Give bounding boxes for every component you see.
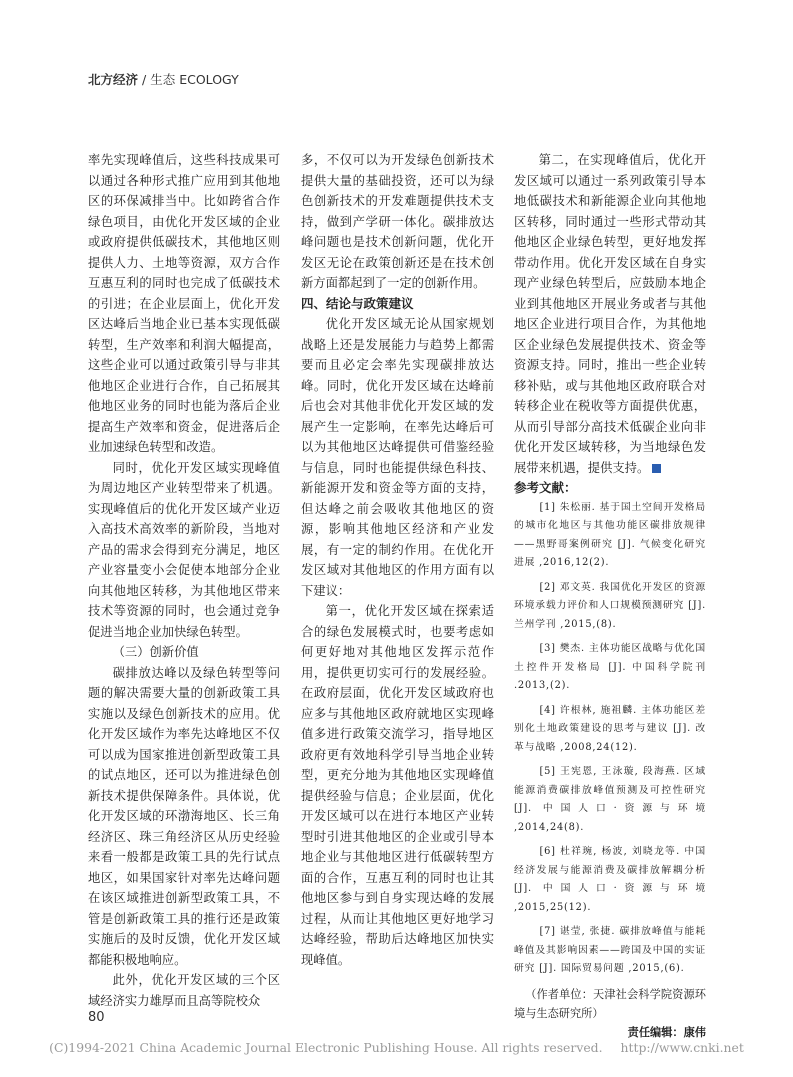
reference-item: [4] 许根林, 施祖麟. 主体功能区差别化土地政策建设的思考与建议 [J]. 改革与战略 ,2008,24(12). bbox=[514, 704, 706, 753]
reference-item: [5] 王宪恩, 王泳璇, 段海燕. 区域能源消费碳排放峰值预测及可控性研究 [J]. 中国人口·资源与环境 ,2014,24(8). bbox=[514, 766, 706, 833]
reference-item: [2] 邓文英. 我国优化开发区的资源环境承载力评价和人口规模预测研究 [J]. 兰州学刊 ,2015,(8). bbox=[514, 581, 706, 630]
column-1 bbox=[88, 150, 280, 1011]
section-heading: 四、结论与政策建议 bbox=[301, 295, 414, 311]
paragraph: 多，不仅可以为开发绿色创新技术提供大量的基础投资，还可以为绿色创新技术的开发难题提供技术支持，做到产学研一体化。碳排放达峰问题也是技术创新问题，优化开发区无论在政策创新还是在技术创新方面都起到了一定的创新作用。 bbox=[301, 153, 494, 290]
reference-item: [7] 谌莹, 张捷. 碳排放峰值与能耗峰值及其影响因素——跨国及中国的实证研究 [J]. 国际贸易问题 ,2015,(6). bbox=[514, 926, 706, 974]
author-affiliation: （作者单位：天津社会科学院资源环境与生态研究所） bbox=[514, 987, 706, 1020]
running-header bbox=[88, 70, 239, 88]
paragraph: 第一，优化开发区域在探索适合的绿色发展模式时，也要考虑如何更好地对其他地区发挥示范作用，提供更切实可行的发展经验。在政府层面，优化开发区域政府也应多与其他地区政府就地区实现峰值多进行政策交流学习，指导地区政府更有效地科学引导当地企业转型，更充分地为其他地区实现峰值提供经验与信息；企业层面，优化开发区域可以在进行本地区产业转型时引进其他地区的企业或引导本地企业与其他地区进行低碳转型方面的合作，互惠互利的同时也让其他地区参与到自身实现达峰的发展过程，从而让其他地区更好地学习达峰经验，帮助后达峰地区加快实现峰值。 bbox=[301, 604, 494, 967]
copyright-text: (C)1994-2021 China Academic Journal Electronic Publishing House. All rights reserved. bbox=[49, 1040, 603, 1055]
paragraph-text: 第二，在实现峰值后，优化开发区域可以通过一系列政策引导本地低碳技术和新能源企业向其他地区转移，同时通过一些形式带动其他地区企业绿色转型，更好地发挥带动作用。优化开发区域在自身实现产业绿色转型后，应鼓励本地企业到其他地区开展业务或者与其他地区企业进行项目合作，为其他地区企业绿色发展提供技术、资金等资源支持。同时，推出一些企业转移补贴，或与其他地区政府联合对转移企业在税收等方面提供优惠，从而引导部分高技术低碳企业向非优化开发区域转移，为当地绿色发展带来机遇，提供支持。 bbox=[514, 153, 706, 475]
header-separator: / bbox=[142, 72, 147, 87]
page-number: 80 bbox=[88, 1010, 105, 1025]
reference-item: [3] 樊杰. 主体功能区战略与优化国土控件开发格局 [J]. 中国科学院刊 .2013,(2). bbox=[514, 643, 706, 691]
paragraph: 率先实现峰值后，这些科技成果可以通过各种形式推广应用到其他地区的环保减排当中。比如跨省合作绿色项目，由优化开发区域的企业或政府提供低碳技术，其他地区则提供人力、土地等资源，双方合作互惠互利的同时也完成了低碳技术的引进；在企业层面上，优化开发区达峰后当地企业已基本实现低碳转型，生产效率和利润大幅提高，这些企业可以通过政策引导与非其他地区企业进行合作，自己拓展其他地区业务的同时也能为落后企业提高生产效率和资金，促进落后企业加速绿色转型和改造。 bbox=[88, 153, 280, 454]
article-end-icon bbox=[652, 464, 661, 473]
subsection-heading: （三）创新价值 bbox=[112, 645, 199, 659]
paragraph bbox=[514, 150, 706, 478]
section-name: 生态 ECOLOGY bbox=[150, 72, 239, 87]
responsible-editor: 责任编辑：康伟 bbox=[627, 1025, 706, 1039]
copyright-footer bbox=[0, 1040, 793, 1055]
reference-item: [6] 杜祥琬, 杨波, 刘晓龙等. 中国经济发展与能源消费及碳排放解耦分析 [J]. 中国人口·资源与环境 ,2015,25(12). bbox=[514, 846, 706, 913]
paragraph: 碳排放达峰以及绿色转型等问题的解决需要大量的创新政策工具实施以及绿色创新技术的应用。优化开发区域作为率先达峰地区不仅可以成为国家推进创新型政策工具的试点地区，还可以为推进绿色创新技术提供保障条件。具体说，优化开发区域的环渤海地区、长三角经济区、珠三角经济区从历史经验来看一般都是政策工具的先行试点地区，如果国家针对率先达峰问题在该区域推进创新型政策工具，不管是创新政策工具的推行还是政策实施后的及时反馈，优化开发区域都能积极地响应。 bbox=[88, 665, 280, 967]
references-title: 参考文献： bbox=[514, 480, 577, 495]
column-3 bbox=[514, 150, 706, 1043]
reference-item: [1] 朱松丽. 基于国土空间开发格局的城市化地区与其他功能区碳排放规律——黑野哥案例研究 [J]. 气候变化研究进展 ,2016,12(2). bbox=[514, 501, 706, 568]
journal-name: 北方经济 bbox=[88, 72, 139, 87]
paragraph: 此外，优化开发区域的三个区域经济实力雄厚而且高等院校众 bbox=[88, 973, 280, 1008]
paragraph: 同时，优化开发区域实现峰值为周边地区产业转型带来了机遇。实现峰值后的优化开发区域产业迈入高技术高效率的新阶段，当地对产品的需求会得到充分满足，地区产业容量变小会促使本地部分企业向其他地区转移，为其他地区带来技术等资源的同时，也会通过竞争促进当地企业加快绿色转型。 bbox=[88, 460, 280, 639]
paragraph: 优化开发区域无论从国家规划战略上还是发展能力与趋势上都需要而且必定会率先实现碳排放达峰。同时，优化开发区域在达峰前后也会对其他非优化开发区域的发展产生一定影响，在率先达峰后可以为其他地区达峰提供可借鉴经验与信息，同时也能提供绿色科技、新能源开发和资金等方面的支持，但达峰之前会吸收其他地区的资源，影响其他地区经济和产业发展，有一定的制约作用。在优化开发区域对其他地区的作用方面有以下建议： bbox=[301, 317, 494, 598]
column-2 bbox=[301, 150, 494, 970]
footer-url: http://www.cnki.net bbox=[620, 1040, 744, 1055]
